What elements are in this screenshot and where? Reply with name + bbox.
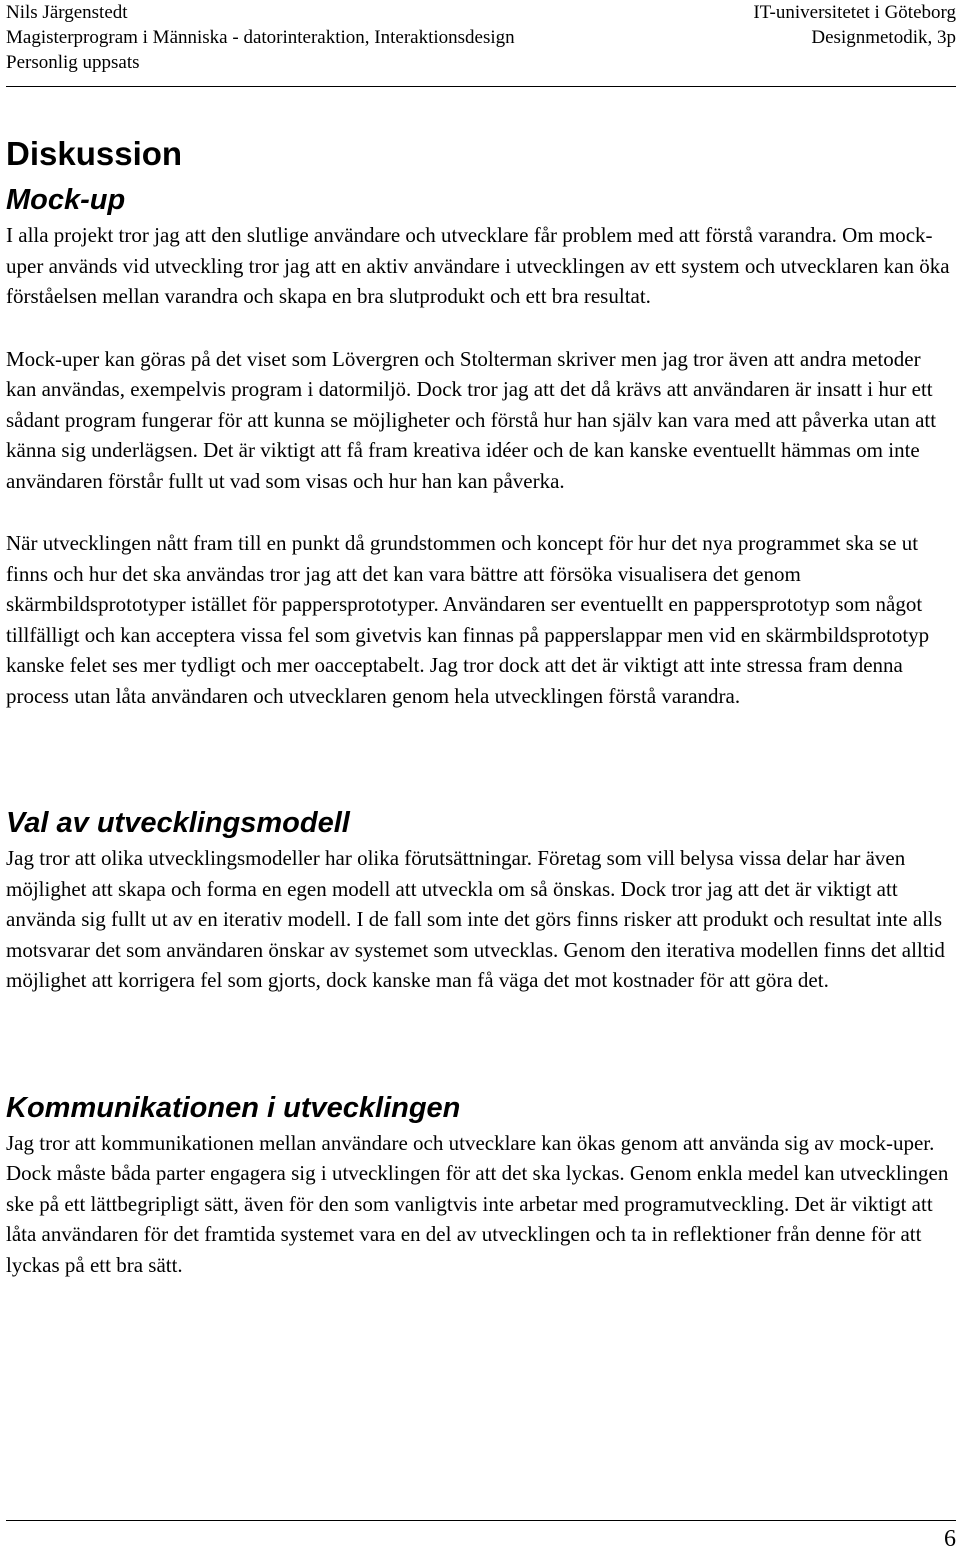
paragraph: Jag tror att kommunikationen mellan användare och utvecklare kan ökas genom att använda sig av mock-uper. Dock måste båda parter engagera sig i utvecklingen för att det ska lyckas. Genom enkla medel kan utvecklingen ske på ett lättbegripligt sätt, även för den som vanligtvis inte arbetar med programutveckling. Det är viktigt att låta användaren för det framtida systemet vara en del av utvecklingen och ta in reflektioner från denne för att lyckas på ett bra sätt. <box>6 1130 949 1277</box>
document-body <box>6 128 956 1280</box>
header-left <box>6 0 515 75</box>
section-heading: Val av utvecklingsmodell <box>6 807 350 839</box>
section-val-av-utvecklingsmodell <box>6 803 956 996</box>
page-header <box>6 0 956 87</box>
section-mock-up <box>6 180 956 711</box>
author-name: Nils Järgenstedt <box>6 2 128 23</box>
paragraph: Mock-uper kan göras på det viset som Lövergren och Stolterman skriver men jag tror även att andra metoder kan användas, exempelvis program i datormiljö. Dock tror jag att det då krävs att användaren är insatt i hur ett sådant program fungerar för att kunna se möjligheter och förstå hur han själv kan vara med att påverka utan att känna sig underlägsen. Det är viktigt att få fram kreativa idéer och de kan kanske eventuellt hämmas om inte användaren förstår fullt ut vad som visas och hur han kan påverka. <box>6 346 937 493</box>
paragraph: I alla projekt tror jag att den slutlige användare och utvecklare får problem med att förstå varandra. Om mock-uper används vid utveckling tror jag att en aktiv användare i utvecklingen av ett system och utvecklaren kan öka förståelsen mellan varandra och skapa en bra slutprodukt och ett bra resultat. <box>6 223 950 308</box>
section-heading: Kommunikationen i utvecklingen <box>6 1091 461 1124</box>
course-name: Designmetodik, 3p <box>811 27 956 48</box>
paragraph: Jag tror att olika utvecklingsmodeller har olika förutsättningar. Företag som vill belysa vissa delar har även möjlighet att skapa och forma en egen modell att utveckla om så önskas. Dock tror jag att det är viktigt att använda sig fullt ut av en iterativ modell. I de fall som inte det görs finns risker att produkt och resultat inte alls motsvarar det som användaren önskar av systemet som utvecklas. Genom den iterativa modellen finns det alltid möjlighet att korrigera fel som gjorts, dock kanske man få väga det mot kostnader för att göra det. <box>6 846 945 992</box>
document-type: Personlig uppsats <box>6 52 140 73</box>
page-number: 6 <box>944 1526 956 1552</box>
paragraph: När utvecklingen nått fram till en punkt då grundstommen och koncept för hur det nya programmet ska se ut finns och hur det ska användas tror jag att det kan vara bättre att försöka visualisera det genom skärmbildsprototyper istället för pappersprototyper. Användaren ser eventuellt en pappersprototyp som något tillfälligt och kan acceptera vissa fel som givetvis kan finnas på papperslappar men vid en skärmbildsprototyp kanske felet ses mer tydligt och mer oacceptabelt. Jag tror dock att det är viktigt att inte stressa fram denna process utan låta användaren och utvecklaren genom hela utvecklingen förstå varandra. <box>6 531 930 708</box>
page-title: Diskussion <box>6 135 183 172</box>
section-kommunikationen <box>6 1088 956 1281</box>
page-footer <box>6 1520 956 1552</box>
program-name: Magisterprogram i Människa - datorinteraktion, Interaktionsdesign <box>6 27 515 48</box>
header-right <box>753 0 956 50</box>
section-heading: Mock-up <box>6 184 126 216</box>
university-name: IT-universitetet i Göteborg <box>753 2 956 23</box>
